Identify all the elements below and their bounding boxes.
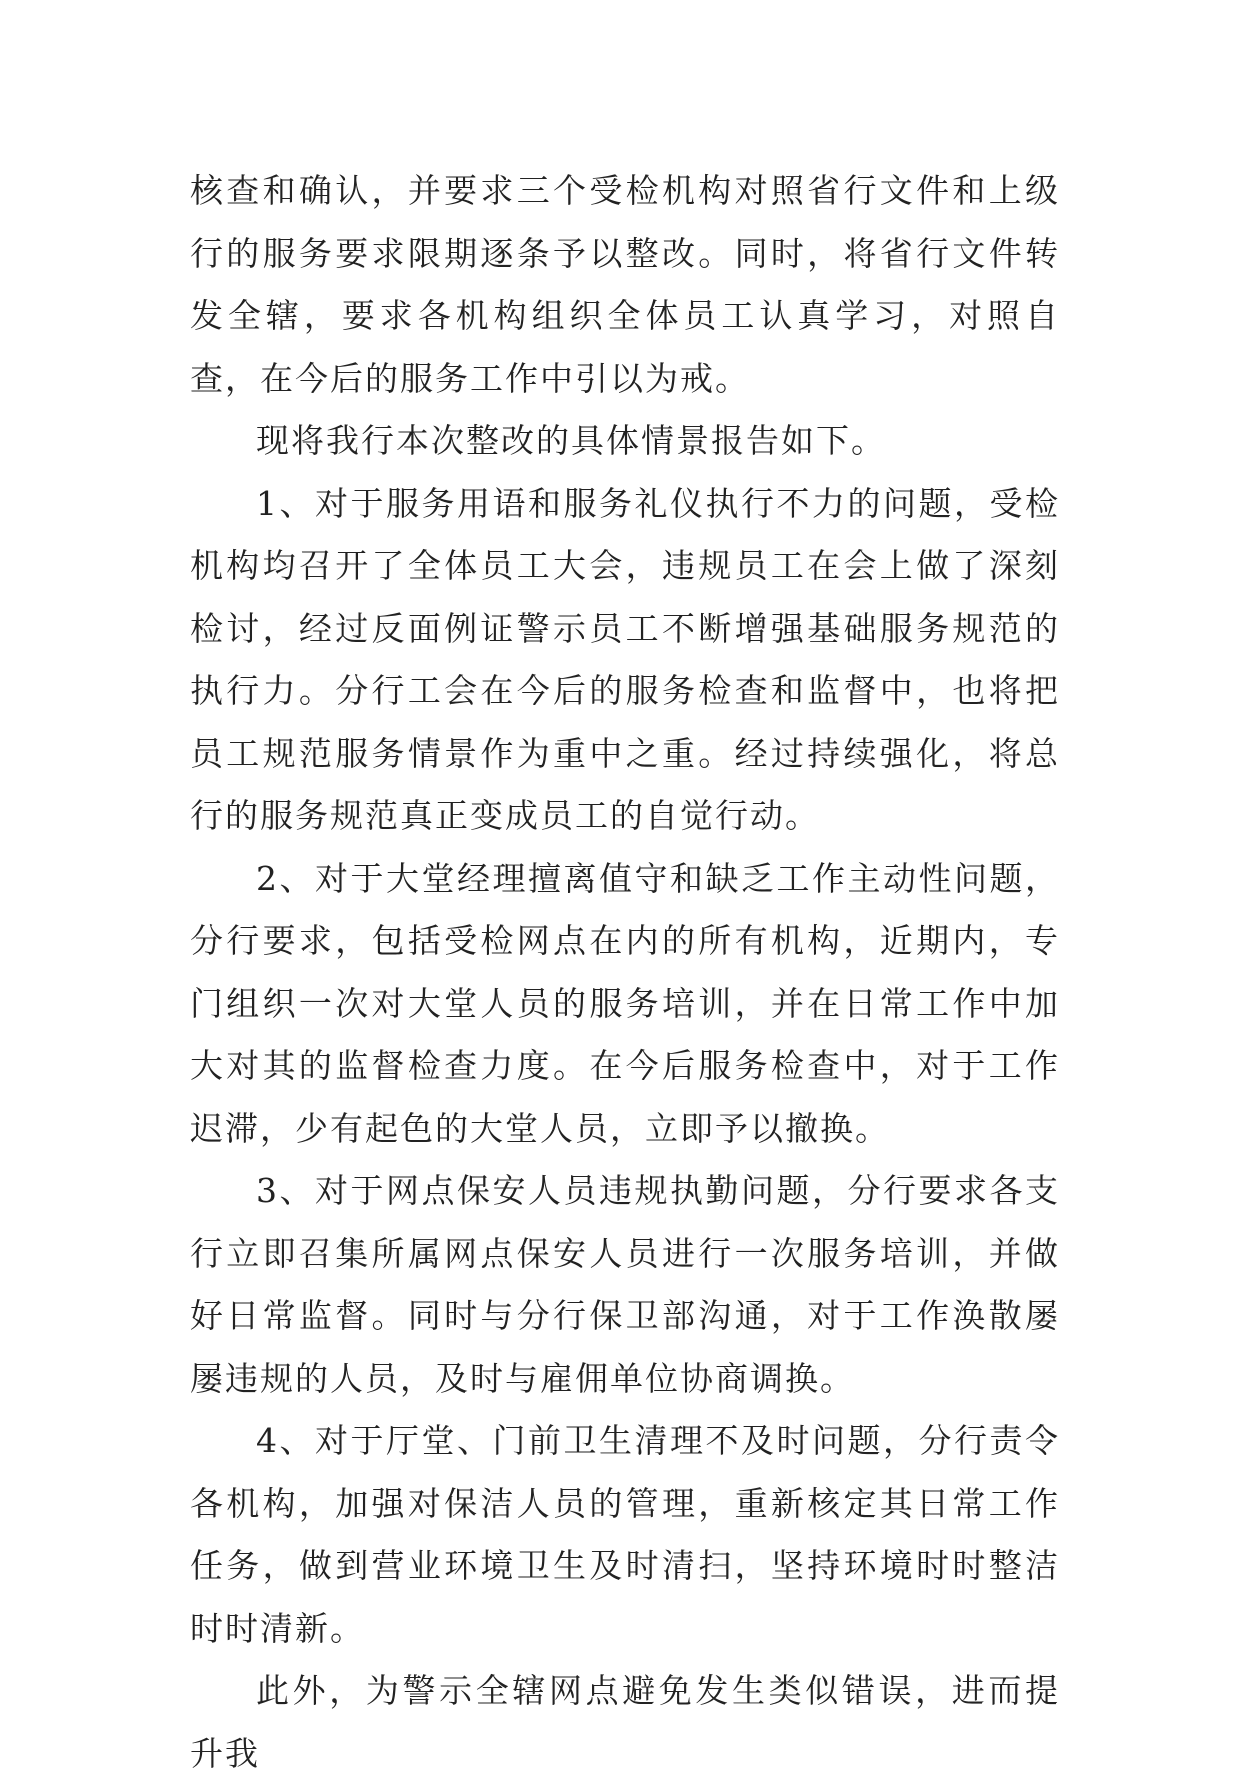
paragraph-item-3: 3、对于网点保安人员违规执勤问题，分行要求各支行立即召集所属网点保安人员进行一次服务培训，并做好日常监督。同时与分行保卫部沟通，对于工作涣散屡屡违规的人员，及时与雇佣单位协商调换。 <box>190 1171 1060 1398</box>
document-body <box>190 160 1060 1785</box>
paragraph-continuation: 核查和确认，并要求三个受检机构对照省行文件和上级行的服务要求限期逐条予以整改。同时，将省行文件转发全辖，要求各机构组织全体员工认真学习，对照自查，在今后的服务工作中引以为戒。 <box>190 171 1060 398</box>
paragraph-additional: 此外，为警示全辖网点避免发生类似错误，进而提升我 <box>190 1671 1060 1773</box>
paragraph-item-2: 2、对于大堂经理擅离值守和缺乏工作主动性问题，分行要求，包括受检网点在内的所有机构，近期内，专门组织一次对大堂人员的服务培训，并在日常工作中加大对其的监督检查力度。在今后服务检查中，对于工作迟滞，少有起色的大堂人员，立即予以撤换。 <box>190 858 1060 1148</box>
paragraph-item-4: 4、对于厅堂、门前卫生清理不及时问题，分行责令各机构，加强对保洁人员的管理，重新核定其日常工作任务，做到营业环境卫生及时清扫，坚持环境时时整洁时时清新。 <box>190 1421 1060 1648</box>
paragraph-report-intro: 现将我行本次整改的具体情景报告如下。 <box>256 421 886 460</box>
paragraph-item-1: 1、对于服务用语和服务礼仪执行不力的问题，受检机构均召开了全体员工大会，违规员工在会上做了深刻检讨，经过反面例证警示员工不断增强基础服务规范的执行力。分行工会在今后的服务检查和监督中，也将把员工规范服务情景作为重中之重。经过持续强化，将总行的服务规范真正变成员工的自觉行动。 <box>190 483 1060 835</box>
